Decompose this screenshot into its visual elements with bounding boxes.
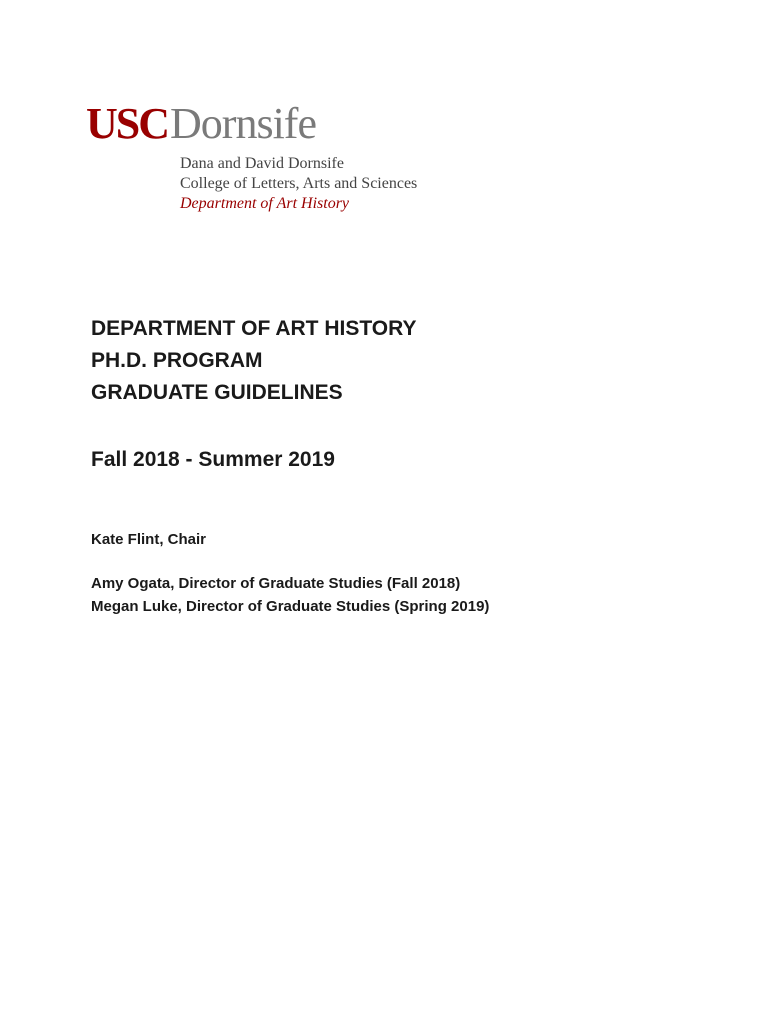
logo-usc-text: USC <box>86 99 169 148</box>
document-title <box>91 313 417 409</box>
academic-term: Fall 2018 - Summer 2019 <box>91 448 335 471</box>
logo-subtitle <box>180 154 417 214</box>
title-line-2: PH.D. PROGRAM <box>91 349 263 372</box>
director-line-2: Megan Luke, Director of Graduate Studies (Spring 2019) <box>91 598 490 615</box>
usc-dornsife-logo <box>80 96 420 220</box>
department-chair: Kate Flint, Chair <box>91 531 207 548</box>
logo-dornsife-text: Dornsife <box>170 99 316 148</box>
logo-department: Department of Art History <box>180 195 350 212</box>
director-line-1: Amy Ogata, Director of Graduate Studies (Fall 2018) <box>91 575 461 592</box>
logo-subtitle-line-1: Dana and David Dornsife <box>180 155 344 172</box>
graduate-directors <box>91 572 489 618</box>
title-line-1: DEPARTMENT OF ART HISTORY <box>91 317 417 340</box>
logo-wordmark <box>86 99 316 148</box>
title-line-3: GRADUATE GUIDELINES <box>91 381 343 404</box>
logo-subtitle-line-2: College of Letters, Arts and Sciences <box>180 175 418 192</box>
